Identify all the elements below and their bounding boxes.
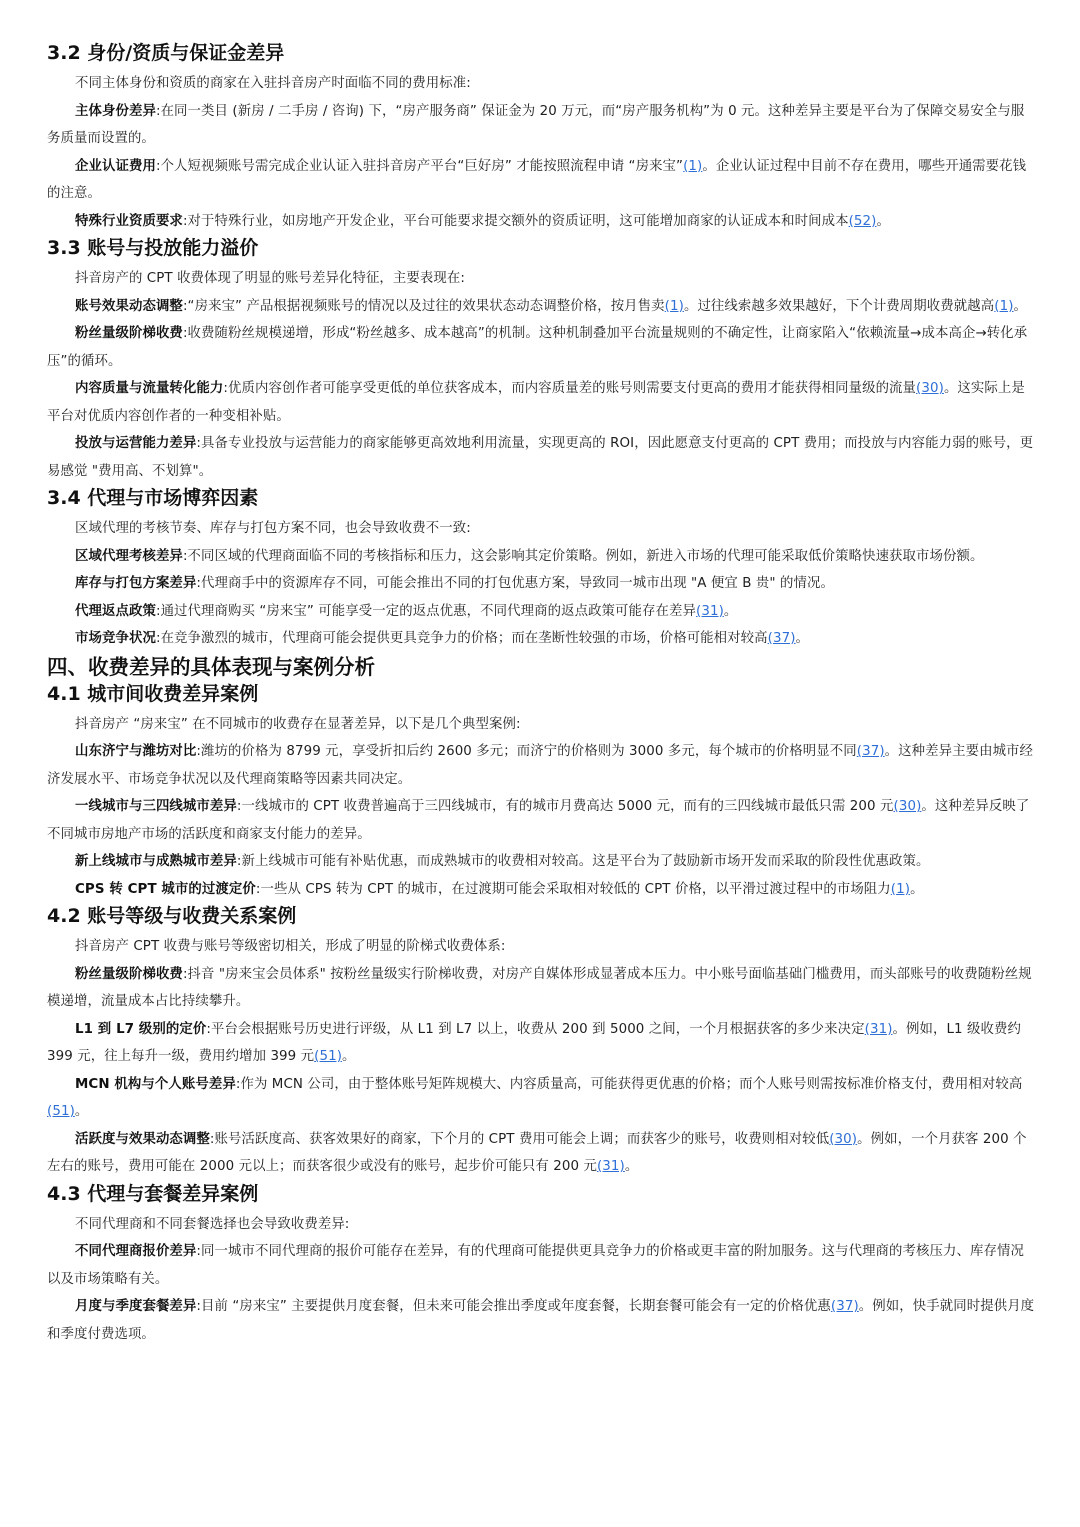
paragraph-4-1-2	[47, 793, 1037, 848]
citation-link[interactable]: (37)	[856, 744, 885, 759]
citation-link[interactable]: (31)	[596, 1159, 625, 1174]
paragraph-3-4-3	[47, 598, 1037, 626]
paragraph-text: 。例如，快手就同时提供月度和季度付费选项。	[47, 1299, 1035, 1342]
paragraph-text: 。企业认证过程中目前不存在费用，哪些开通需要花钱的注意。	[47, 158, 1027, 201]
paragraph-text: :收费随粉丝规模递增，形成“粉丝越多、成本越高”的机制。这种机制叠加平台流量规则的不确定性，让商家陷入“依赖流量→成本高企→转化承压”的循环。	[47, 326, 1028, 369]
paragraph-text: :一线城市的 CPT 收费普遍高于三四线城市，有的城市月费高达 5000 元，而有的三四线城市最低只需 200 元	[236, 799, 894, 814]
citation-link[interactable]: (30)	[829, 1131, 858, 1147]
paragraph-term: 市场竞争状况	[75, 631, 156, 646]
citation-link[interactable]: (31)	[864, 1021, 893, 1037]
paragraph-term: 主体身份差异	[75, 103, 156, 119]
paragraph-term: 投放与运营能力差异	[75, 436, 197, 451]
section-heading-3-4: 3.4 代理与市场博弈因素	[47, 487, 259, 509]
paragraph-text: 。	[342, 1049, 356, 1064]
paragraph-term: 库存与打包方案差异	[75, 576, 197, 591]
paragraph-4-3-1	[47, 1238, 1037, 1293]
document-content	[47, 40, 1037, 1348]
paragraph-3-3-2	[47, 320, 1037, 375]
paragraph-text: 。	[795, 631, 810, 646]
paragraph-term: 一线城市与三四线城市差异	[75, 799, 237, 814]
paragraph-term: 新上线城市与成熟城市差异	[75, 854, 237, 869]
paragraph-text: 。这种差异主要由城市经济发展水平、市场竞争状况以及代理商策略等因素共同决定。	[47, 744, 1034, 787]
paragraph-text: :同一城市不同代理商的报价可能存在差异，有的代理商可能提供更具竞争力的价格或更丰富的附加服务。这与代理商的考核压力、库存情况以及市场策略有关。	[47, 1244, 1024, 1287]
citation-link[interactable]: (30)	[916, 381, 944, 396]
paragraph-term: 山东济宁与潍坊对比	[75, 744, 197, 759]
paragraph-text: :目前 “房来宝” 主要提供月度套餐，但未来可能会推出季度或年度套餐，长期套餐可能会有一定的价格优惠	[196, 1299, 831, 1314]
paragraph-text: :个人短视频账号需完成企业认证入驻抖音房产平台“巨好房” 才能按照流程申请 “房来宝”	[155, 158, 684, 174]
paragraph-text: :在同一类目 (新房 / 二手房 / 咨询) 下，“房产服务商” 保证金为 20 万元，而“房产服务机构”为 0 元。这种差异主要是平台为了保障交易安全与服务质量而设置的。	[47, 103, 1025, 146]
citation-link[interactable]: (1)	[664, 298, 684, 314]
paragraph-text: :新上线城市可能有补贴优惠，而成熟城市的收费相对较高。这是平台为了鼓励新市场开发而采取的阶段性优惠政策。	[236, 854, 930, 869]
paragraph-3-2-3	[47, 208, 1037, 236]
paragraph-text: 。	[723, 603, 738, 619]
paragraph-text: 。例如，一个月获客 200 个左右的账号，费用可能在 2000 元以上；而获客很少或没有的账号，起步价可能只有 200 元	[47, 1131, 1027, 1174]
section-intro-3-4: 区域代理的考核节奏、库存与打包方案不同，也会导致收费不一致:	[75, 521, 471, 536]
paragraph-3-3-1	[47, 293, 1037, 321]
paragraph-text: :平台会根据账号历史进行评级，从 L1 到 L7 以上，收费从 200 到 5000 之间，一个月根据获客的多少来决定	[206, 1021, 865, 1037]
citation-link[interactable]: (1)	[683, 158, 703, 174]
paragraph-text: :具备专业投放与运营能力的商家能够更高效地利用流量，实现更高的 ROI，因此愿意支付更高的 CPT 费用；而投放与内容能力弱的账号，更易感觉 "费用高、不划算"。	[47, 436, 1034, 479]
paragraph-3-2-2	[47, 153, 1037, 208]
paragraph-3-2-1	[47, 98, 1037, 153]
paragraph-text: 。	[910, 881, 924, 897]
paragraph-text: 。例如，L1 级收费约 399 元，往上每升一级，费用约增加 399 元	[47, 1021, 1021, 1064]
citation-link[interactable]: (51)	[47, 1104, 75, 1119]
section-heading-4-2: 4.2 账号等级与收费关系案例	[47, 905, 297, 927]
paragraph-text: :代理商手中的资源库存不同，可能会推出不同的打包优惠方案，导致同一城市出现 "A 便宜 B 贵" 的情况。	[196, 576, 834, 591]
citation-link[interactable]: (52)	[848, 213, 877, 229]
paragraph-3-3-3	[47, 375, 1037, 430]
paragraph-4-2-1	[47, 961, 1037, 1016]
section-intro-3-2: 不同主体身份和资质的商家在入驻抖音房产时面临不同的费用标准:	[75, 76, 471, 91]
paragraph-term: 内容质量与流量转化能力	[75, 381, 224, 396]
paragraph-4-2-2	[47, 1016, 1037, 1071]
paragraph-term: 活跃度与效果动态调整	[75, 1131, 210, 1147]
citation-link[interactable]: (30)	[893, 799, 922, 814]
paragraph-text: :潍坊的价格为 8799 元，享受折扣后约 2600 多元；而济宁的价格则为 3000 多元，每个城市的价格明显不同	[196, 744, 857, 759]
paragraph-4-3-2	[47, 1293, 1037, 1348]
paragraph-term: 粉丝量级阶梯收费	[75, 326, 183, 341]
paragraph-term: L1 到 L7 级别的定价	[75, 1021, 207, 1037]
paragraph-term: 区域代理考核差异	[75, 548, 183, 564]
chapter-heading: 四、收费差异的具体表现与案例分析	[47, 654, 375, 679]
paragraph-text: 。	[1013, 298, 1028, 314]
paragraph-3-4-2	[47, 570, 1037, 598]
paragraph-3-4-1	[47, 543, 1037, 571]
section-heading-4-1: 4.1 城市间收费差异案例	[47, 682, 259, 705]
paragraph-4-1-4	[47, 876, 1037, 904]
citation-link[interactable]: (51)	[314, 1049, 343, 1064]
paragraph-term: 企业认证费用	[75, 158, 156, 174]
paragraph-4-1-3	[47, 848, 1037, 876]
citation-link[interactable]: (1)	[994, 298, 1014, 314]
paragraph-text: 。	[74, 1104, 89, 1119]
paragraph-text: :抖音 "房来宝会员体系" 按粉丝量级实行阶梯收费，对房产自媒体形成显著成本压力。中小账号面临基础门槛费用，而头部账号的收费随粉丝规模递增，流量成本占比持续攀升。	[47, 966, 1032, 1009]
citation-link[interactable]: (31)	[696, 603, 724, 619]
paragraph-term: 账号效果动态调整	[75, 298, 183, 314]
paragraph-3-3-4	[47, 430, 1037, 485]
section-heading-3-2: 3.2 身份/资质与保证金差异	[47, 42, 285, 64]
paragraph-text: :“房来宝” 产品根据视频账号的情况以及过往的效果状态动态调整价格，按月售卖	[182, 298, 665, 314]
paragraph-text: :不同区域的代理商面临不同的考核指标和压力，这会影响其定价策略。例如，新进入市场的代理可能采取低价策略快速获取市场份额。	[182, 548, 984, 564]
section-heading-4-3: 4.3 代理与套餐差异案例	[47, 1182, 259, 1205]
section-intro-3-3: 抖音房产的 CPT 收费体现了明显的账号差异化特征，主要表现在:	[75, 271, 465, 286]
paragraph-text: :作为 MCN 公司，由于整体账号矩阵规模大、内容质量高，可能获得更优惠的价格；而个人账号则需按标准价格支付，费用相对较高	[235, 1076, 1023, 1092]
paragraph-text: 。这实际上是平台对优质内容创作者的一种变相补贴。	[47, 381, 1025, 424]
section-heading-3-3: 3.3 账号与投放能力溢价	[47, 237, 259, 259]
paragraph-text: 。过往线索越多效果越好，下个计费周期收费就越高	[683, 298, 995, 314]
paragraph-text: :对于特殊行业，如房地产开发企业，平台可能要求提交额外的资质证明，这可能增加商家的认证成本和时间成本	[182, 213, 849, 229]
section-intro-4-2: 抖音房产 CPT 收费与账号等级密切相关，形成了明显的阶梯式收费体系:	[75, 939, 506, 954]
paragraph-term: CPS 转 CPT 城市的过渡定价	[75, 881, 256, 897]
paragraph-text: :一些从 CPS 转为 CPT 的城市，在过渡期可能会采取相对较低的 CPT 价格，以平滑过渡过程中的市场阻力	[255, 881, 891, 897]
paragraph-term: 代理返点政策	[75, 603, 156, 619]
paragraph-3-4-4	[47, 625, 1037, 653]
paragraph-text: :在竞争激烈的城市，代理商可能会提供更具竞争力的价格；而在垄断性较强的市场，价格可能相对较高	[155, 631, 768, 646]
paragraph-term: 不同代理商报价差异	[75, 1244, 197, 1259]
paragraph-text: :账号活跃度高、获客效果好的商家，下个月的 CPT 费用可能会上调；而获客少的账号，收费则相对较低	[209, 1131, 830, 1147]
paragraph-text: 。这种差异反映了不同城市房地产市场的活跃度和商家支付能力的差异。	[47, 799, 1030, 842]
paragraph-text: :优质内容创作者可能享受更低的单位获客成本，而内容质量差的账号则需要支付更高的费用才能获得相同量级的流量	[223, 381, 917, 396]
citation-link[interactable]: (37)	[767, 631, 796, 646]
paragraph-text: 。	[876, 213, 890, 229]
paragraph-4-2-3	[47, 1071, 1037, 1126]
citation-link[interactable]: (37)	[830, 1299, 859, 1314]
paragraph-term: 月度与季度套餐差异	[75, 1299, 197, 1314]
paragraph-text: :通过代理商购买 “房来宝” 可能享受一定的返点优惠，不同代理商的返点政策可能存在差异	[155, 603, 696, 619]
paragraph-4-1-1	[47, 738, 1037, 793]
paragraph-text: 。	[624, 1159, 639, 1174]
paragraph-term: 粉丝量级阶梯收费	[75, 966, 183, 982]
section-intro-4-3: 不同代理商和不同套餐选择也会导致收费差异:	[75, 1216, 350, 1232]
paragraph-term: MCN 机构与个人账号差异	[75, 1076, 236, 1092]
citation-link[interactable]: (1)	[890, 881, 911, 897]
paragraph-4-2-4	[47, 1126, 1037, 1181]
section-intro-4-1: 抖音房产 “房来宝” 在不同城市的收费存在显著差异，以下是几个典型案例:	[75, 716, 521, 732]
paragraph-term: 特殊行业资质要求	[75, 213, 183, 229]
